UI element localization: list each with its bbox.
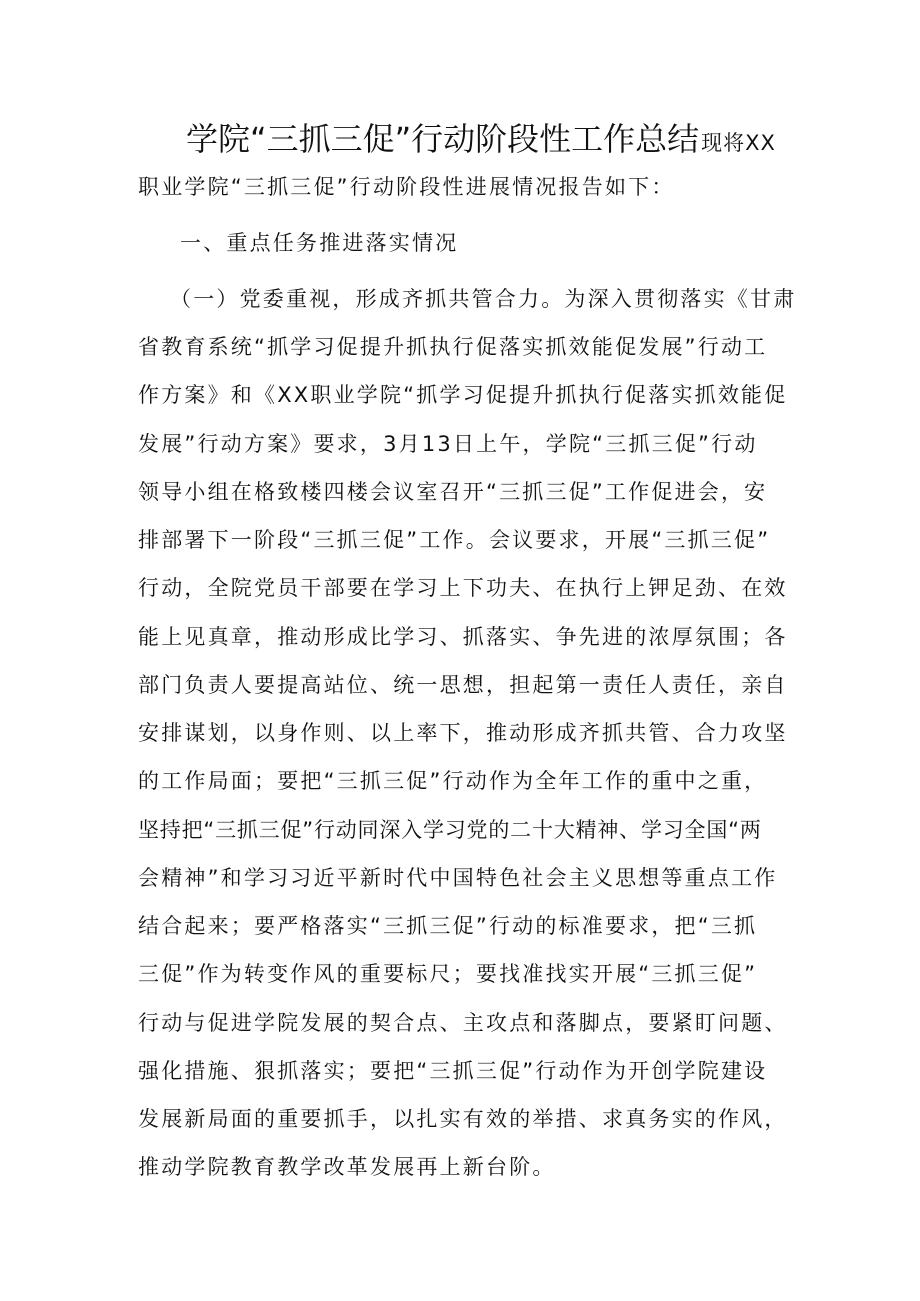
paragraph-line-17: 三促”作为转变作风的重要标尺；要找准找实开展“三抓三促”	[138, 962, 758, 986]
title-tail-text: 现将XX	[701, 131, 776, 155]
paragraph-line-21: 推动学院教育教学改革发展再上新台阶。	[138, 1155, 556, 1179]
paragraph-line-5: 作方案》和《XX职业学院“抓学习促提升抓执行促落实抓效能促	[138, 383, 788, 407]
paragraph-line-10: 能上见真章，推动形成比学习、抓落实、争先进的浓厚氛围；各	[138, 625, 788, 649]
paragraph-line-18: 行动与促进学院发展的契合点、主攻点和落脚点，要紧盯问题、	[138, 1011, 788, 1035]
paragraph-line-7: 领导小组在格致楼四楼会议室召开“三抓三促”工作促进会，安	[138, 480, 768, 504]
paragraph-line-14: 坚持把“三抓三促”行动同深入学习党的二十大精神、学习全国“两	[138, 818, 762, 842]
paragraph-line-11: 部门负责人要提高站位、统一思想，担起第一责任人责任，亲自	[138, 673, 788, 697]
document-title: 学院“三抓三促”行动阶段性工作总结	[186, 120, 700, 158]
paragraph-line-1: 职业学院“三抓三促”行动阶段性进展情况报告如下：	[138, 175, 675, 199]
paragraph-line-6: 发展”行动方案》要求，3月13日上午，学院“三抓三促”行动	[138, 432, 758, 456]
section-heading: 一、重点任务推进落实情况	[180, 231, 459, 255]
paragraph-line-19: 强化措施、狠抓落实；要把“三抓三促”行动作为开创学院建设	[138, 1059, 768, 1083]
paragraph-line-20: 发展新局面的重要抓手，以扎实有效的举措、求真务实的作风，	[138, 1107, 788, 1131]
paragraph-line-12: 安排谋划，以身作则、以上率下，推动形成齐抓共管、合力攻坚	[138, 721, 788, 745]
title-row	[186, 116, 796, 162]
paragraph-line-4: 省教育系统“抓学习促提升抓执行促落实抓效能促发展”行动工	[138, 335, 768, 359]
paragraph-line-15: 会精神”和学习习近平新时代中国特色社会主义思想等重点工作	[138, 866, 778, 890]
paragraph-line-13: 的工作局面；要把“三抓三促”行动作为全年工作的重中之重，	[138, 769, 768, 793]
paragraph-line-9: 行动，全院党员干部要在学习上下功夫、在执行上钾足劲、在效	[138, 576, 788, 600]
paragraph-line-3: （一）党委重视，形成齐抓共管合力。为深入贯彻落实《甘肃	[170, 287, 797, 311]
paragraph-line-8: 排部署下一阶段“三抓三促”工作。会议要求，开展“三抓三促”	[138, 528, 771, 552]
paragraph-line-16: 结合起来；要严格落实“三抓三促”行动的标准要求，把“三抓	[138, 914, 758, 938]
